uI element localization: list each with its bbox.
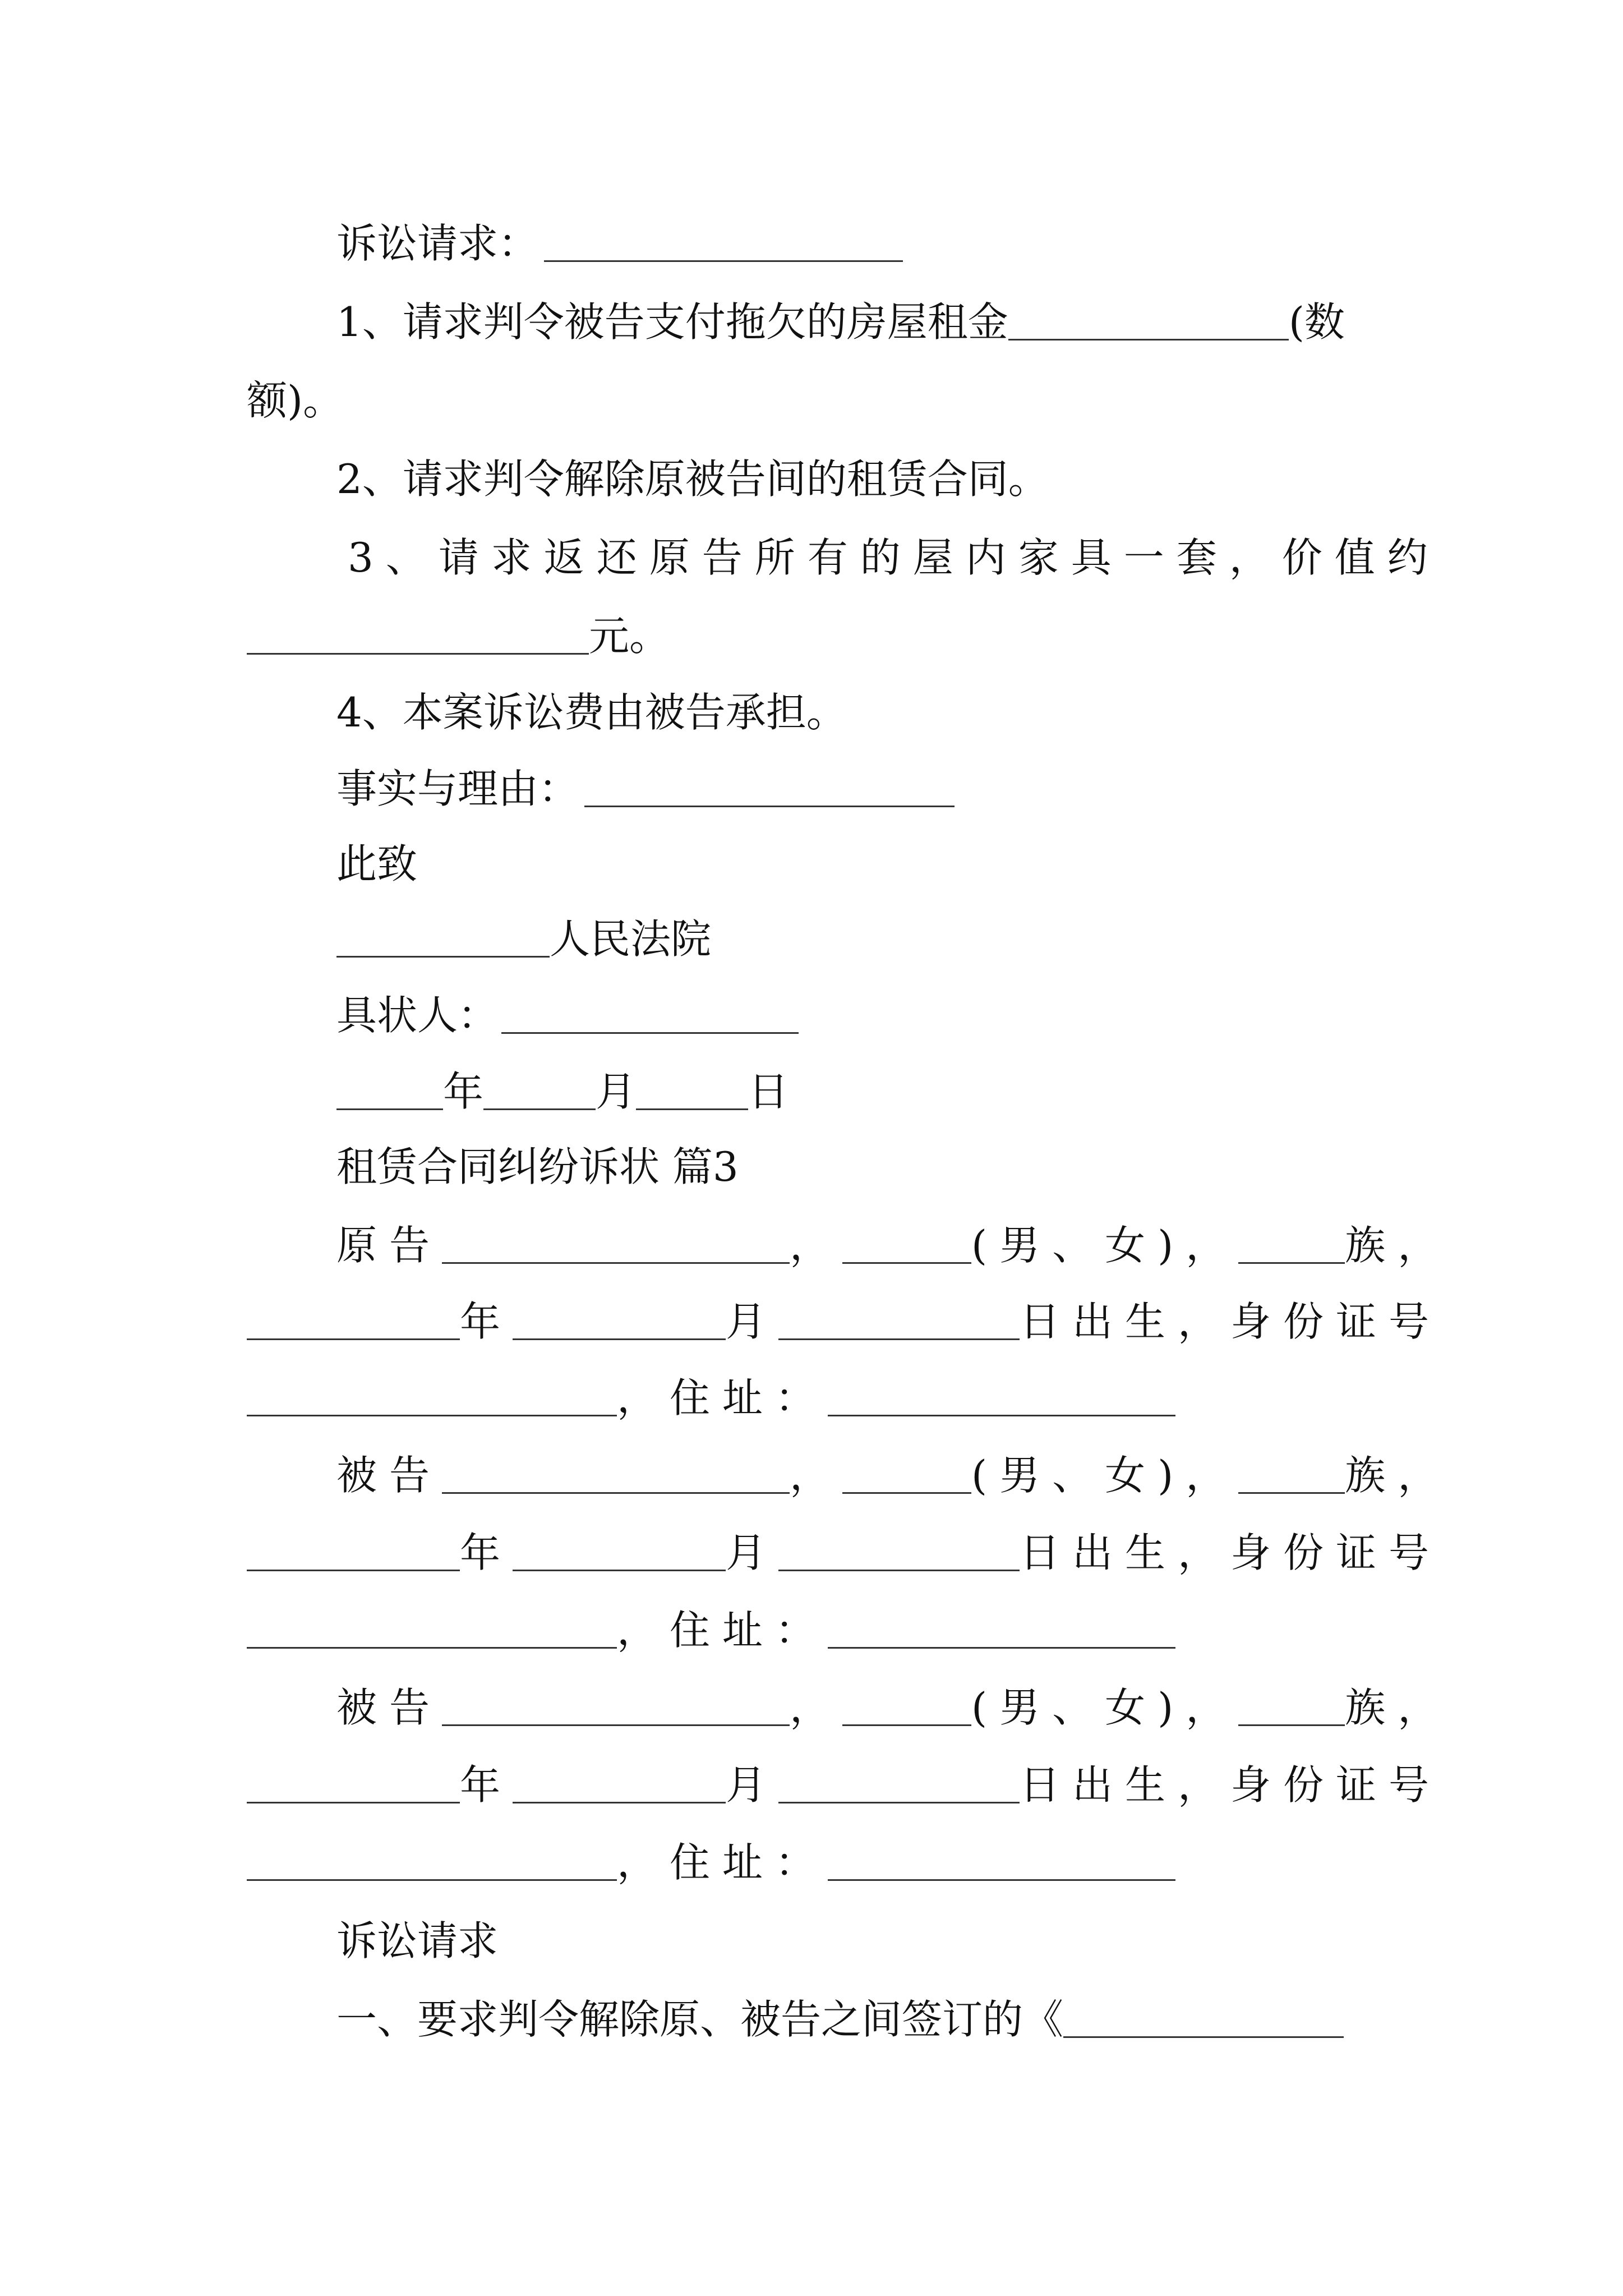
plaintiff-ethnic: 族，	[1345, 1222, 1451, 1269]
defendant-1-ethnic-blank	[1238, 1452, 1345, 1494]
claim-4-line	[336, 684, 1391, 740]
day-label: 日	[748, 1068, 789, 1115]
plaintiff-gender-blank	[842, 1222, 971, 1264]
claim-1-continued-line	[247, 372, 1391, 429]
request-1-text: 一、要求判令解除原、被告之间签订的《	[336, 1996, 1064, 2043]
defendant-1-ethnic: 族，	[1345, 1452, 1451, 1499]
section-title: 租赁合同纠纷诉状 篇3	[336, 1143, 739, 1190]
defendant-2-id-blank	[247, 1839, 617, 1881]
plaintiff-gender: (男、女)，	[971, 1222, 1239, 1269]
month-label: 月	[596, 1068, 637, 1115]
defendant-1-month: 月	[726, 1529, 779, 1576]
defendant-1-address: ，住址：	[617, 1607, 828, 1654]
facts-blank	[584, 765, 955, 807]
defendant-1-line-1	[336, 1447, 1451, 1503]
defendant-1-birth-year-blank	[247, 1529, 460, 1571]
plaintiff-birth-month-blank	[513, 1298, 726, 1340]
plaintiff-year: 年	[460, 1298, 513, 1345]
claim-3-line	[348, 530, 1440, 586]
year-blank	[336, 1068, 443, 1110]
claim-3-tail: 元。	[589, 613, 670, 660]
plaintiff-address: ，住址：	[617, 1374, 828, 1421]
defendant-1-year: 年	[460, 1529, 513, 1576]
defendant-1-id-blank	[247, 1607, 617, 1649]
defendant-2-birth-year-blank	[247, 1761, 460, 1803]
defendant-1-gender: (男、女)，	[971, 1452, 1239, 1499]
defendant-1-birth: 日出生，身份证号	[1020, 1529, 1442, 1576]
defendant-2-ethnic: 族，	[1345, 1684, 1451, 1731]
defendant-2-address: ，住址：	[617, 1839, 828, 1886]
plaintiff-comma: ，	[790, 1222, 843, 1269]
facts-line	[336, 761, 1391, 817]
claims-blank	[544, 220, 903, 262]
defendant-1-birth-day-blank	[778, 1529, 1020, 1571]
month-blank	[483, 1068, 596, 1110]
claim-4-text: 4、本案诉讼费由被告承担。	[336, 689, 847, 736]
plaintiff-label: 原告	[336, 1222, 442, 1269]
plaintiff-id-blank	[247, 1374, 617, 1416]
defendant-2-line-2	[247, 1757, 1442, 1813]
claim-1-text: 1、请求判令被告支付拖欠的房屋租金	[336, 298, 1008, 346]
salutation-line	[336, 836, 1391, 892]
claim-2-text: 2、请求判令解除原被告间的租赁合同。	[336, 455, 1049, 503]
defendant-2-comma: ，	[790, 1684, 843, 1731]
claim-1-tail: (数	[1288, 298, 1345, 346]
plaintiff-birth-year-blank	[247, 1298, 460, 1340]
signature-label: 具状人：	[336, 992, 499, 1039]
claim-3-continued-line	[247, 608, 1391, 664]
defendant-1-label: 被告	[336, 1452, 442, 1499]
year-label: 年	[443, 1068, 484, 1115]
plaintiff-line-2	[247, 1294, 1442, 1350]
claim-3-text: 3、请求返还原告所有的屋内家具一套，价值约	[348, 534, 1440, 581]
defendant-1-line-2	[247, 1525, 1442, 1581]
salutation-text: 此致	[336, 840, 418, 887]
defendant-1-comma: ，	[790, 1452, 843, 1499]
claim-1-line	[336, 294, 1391, 350]
claims-heading-2: 诉讼请求	[336, 1917, 499, 1964]
defendant-2-birth-day-blank	[778, 1761, 1020, 1803]
request-1-line	[336, 1991, 1391, 2047]
defendant-1-birth-month-blank	[513, 1529, 726, 1571]
claims-heading-2-line	[336, 1913, 1391, 1969]
defendant-2-line-1	[336, 1680, 1451, 1736]
defendant-2-birth-month-blank	[513, 1761, 726, 1803]
defendant-2-ethnic-blank	[1238, 1684, 1345, 1726]
day-blank	[636, 1068, 748, 1110]
defendant-2-gender: (男、女)，	[971, 1684, 1239, 1731]
claim-1-continued-text: 额)。	[247, 377, 344, 424]
rent-amount-blank	[1008, 298, 1289, 341]
defendant-2-label: 被告	[336, 1684, 442, 1731]
plaintiff-birth: 日出生，身份证号	[1020, 1298, 1442, 1345]
plaintiff-ethnic-blank	[1238, 1222, 1345, 1264]
defendant-1-address-blank	[828, 1607, 1175, 1649]
defendant-2-name-blank	[442, 1684, 790, 1726]
furniture-value-blank	[247, 613, 589, 655]
defendant-2-year: 年	[460, 1761, 513, 1809]
defendant-1-line-3	[247, 1602, 1391, 1658]
court-text: 人民法院	[550, 915, 712, 963]
signature-blank	[501, 992, 799, 1034]
plaintiff-address-blank	[828, 1374, 1175, 1416]
plaintiff-month: 月	[726, 1298, 779, 1345]
claims-label: 诉讼请求：	[336, 220, 539, 267]
claims-heading-line	[336, 215, 1391, 272]
defendant-1-gender-blank	[842, 1452, 971, 1494]
defendant-1-name-blank	[442, 1452, 790, 1494]
defendant-2-address-blank	[828, 1839, 1175, 1881]
defendant-2-birth: 日出生，身份证号	[1020, 1761, 1442, 1809]
defendant-2-gender-blank	[842, 1684, 971, 1726]
defendant-2-month: 月	[726, 1761, 779, 1809]
facts-label: 事实与理由：	[336, 765, 579, 812]
contract-name-blank	[1063, 1996, 1344, 2038]
section-title-line	[336, 1139, 1391, 1195]
plaintiff-birth-day-blank	[778, 1298, 1020, 1340]
plaintiff-line-1	[336, 1217, 1451, 1273]
plaintiff-name-blank	[442, 1222, 790, 1264]
court-line	[336, 911, 1391, 967]
plaintiff-signature-line	[336, 987, 1391, 1043]
defendant-2-line-3	[247, 1834, 1391, 1890]
date-line	[336, 1064, 1391, 1120]
court-name-blank	[336, 915, 550, 958]
claim-2-line	[336, 451, 1391, 507]
plaintiff-line-3	[247, 1370, 1391, 1426]
